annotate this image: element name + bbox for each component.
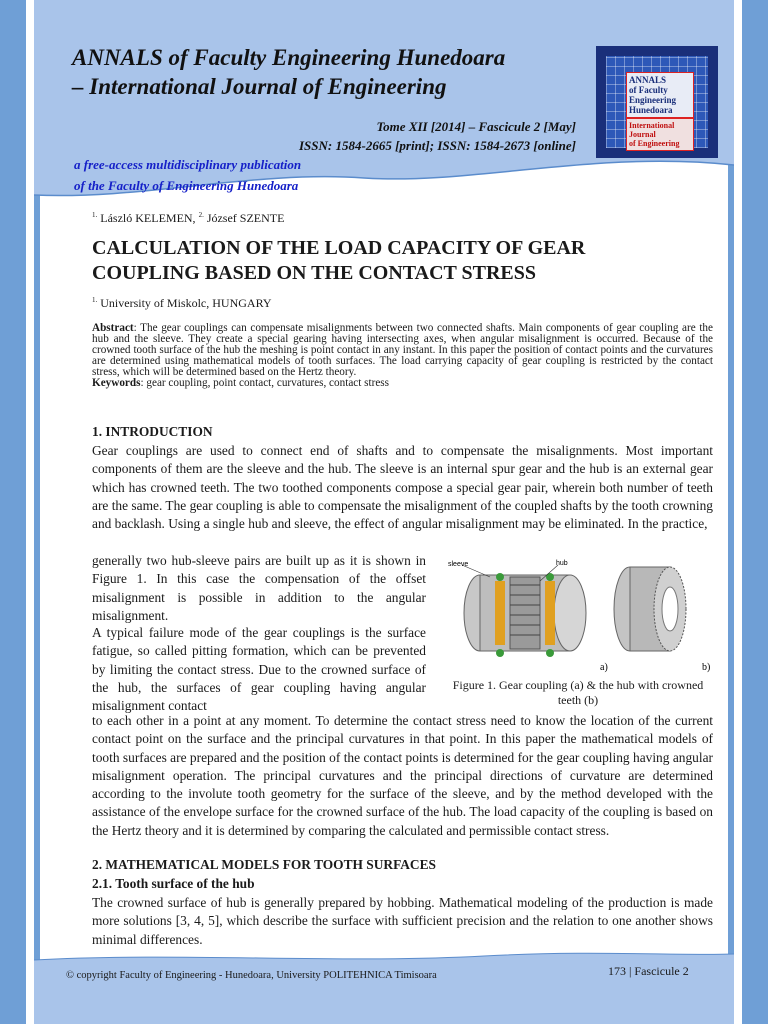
figure-caption: Figure 1. Gear coupling (a) & the hub with crowned teeth (b) — [452, 678, 704, 707]
subsection-heading-hub: 2.1. Tooth surface of the hub — [92, 876, 255, 891]
footer-background — [34, 950, 734, 1024]
journal-title-line2: – International Journal of Engineering — [72, 73, 447, 99]
intro-paragraph: Gear couplings are used to connect end of shafts and to compensate the misalignments. Most important components of them are the sleeve and the hub. The sleeve is an internal spur gear and the hub is an external gear which has crowned teeth. The two toothed components compose a special gear pair, wherein both number of teeth are the same. The gear coupling is able to compensate the misalignment of the coupled shafts by the tooth crowning and backlash. Using a single hub and sleeve, the effect of angular misalignment may be eliminated. In the practice, — [92, 443, 713, 532]
publication-line1: a free-access multidisciplinary publication — [74, 157, 302, 172]
left-border-bar — [0, 0, 26, 1024]
logo-line: Engineering — [629, 95, 677, 105]
right-border-bar — [742, 0, 768, 1024]
paper-title-line1: CALCULATION OF THE LOAD CAPACITY OF GEAR — [92, 237, 586, 259]
logo-title-box — [626, 72, 694, 118]
abstract-text: : The gear couplings can compensate misalignments between two connected shafts. Main components of gear coupling are the hub and the sleeve. They create a special gearing having intersecting axes, when angular misalignment is occurred. Because of the crowned tooth surface of the hub the meshing is point contact in any instant. In this paper the position of contact points and the curvatures are determined using mathematical models of tooth surfaces. The load carrying capacity of gear coupling is restricted by the contact stress, which will be determined based on the Hertz theory. — [92, 322, 713, 378]
intro-paragraph-figure-ref: generally two hub-sleeve pairs are built up as it is shown in Figure 1. In this case the compensation of the offset misalignment is possible in addition to the angular misalignment. — [92, 553, 426, 623]
publication-line2: of the Faculty of Engineering Hunedoara — [74, 178, 299, 193]
affil-sup: 1. — [92, 296, 98, 304]
journal-title — [72, 44, 505, 102]
affiliation — [92, 296, 272, 311]
section-heading-models: 2. MATHEMATICAL MODELS FOR TOOTH SURFACES — [92, 857, 436, 872]
logo-line: of Faculty — [629, 85, 668, 95]
intro-paragraph-continued: to each other in a point at any moment. To determine the contact stress need to know the location of the current contact point on the surface and the principal curvatures in that point. In this paper the mathematical models of tooth surfaces are prepared and the position of the contact points is determined for the gear coupling having angular misalignment operation. The principal curvatures and the principal directions of curvature are determined according to the involute tooth geometry for the surface of the sleeve, and by the method developed with the assistance of the envelope surface for the crowned surface of the hub. The load capacity of the coupling is based on the Hertz theory and it is determined by comparing the calculated and permissible contact stress. — [92, 713, 713, 838]
section-heading-introduction: 1. INTRODUCTION — [92, 424, 213, 439]
logo-line: ANNALS — [629, 75, 667, 85]
authors — [92, 211, 284, 226]
page-number: 173 — [608, 964, 626, 978]
crowned-hub-image — [614, 567, 686, 651]
affiliation-text: University of Miskolc, HUNGARY — [97, 296, 272, 310]
fascicule-label: Fascicule 2 — [634, 964, 689, 978]
author-2: József SZENTE — [203, 211, 285, 225]
copyright-notice: © copyright Faculty of Engineering - Hunedoara, University POLITEHNICA Timisoara — [66, 970, 437, 981]
abstract-label: Abstract — [92, 322, 134, 334]
label-a: a) — [600, 662, 608, 673]
issn-line: ISSN: 1584-2665 [print]; ISSN: 1584-2673 [online] — [299, 138, 576, 153]
page-footer: 173 | Fascicule 2 — [608, 964, 689, 978]
author-sup: 2. — [198, 211, 204, 219]
label-hub: hub — [556, 560, 568, 567]
label-b: b) — [702, 662, 711, 673]
coupling-assembly-image — [462, 565, 586, 657]
author-1: László KELEMEN, — [97, 211, 199, 225]
author-sup: 1. — [92, 211, 98, 219]
paper-title — [92, 236, 712, 286]
logo-subtitle-box — [626, 118, 694, 151]
right-gap — [734, 0, 742, 1024]
logo-line: International — [629, 121, 675, 130]
failure-mode-paragraph: A typical failure mode of the gear couplings is the surface fatigue, so called pitting formation, which can be prevented by limiting the contact stress. Due to the crowned surface of the hub, the surfaces of gear coupling having angular misalignment contact — [92, 625, 426, 714]
logo-line: Hunedoara — [629, 105, 673, 115]
logo-line: Journal — [629, 130, 656, 139]
keywords-label: Keywords — [92, 377, 141, 389]
left-gap — [26, 0, 34, 1024]
tome-fascicule: Tome XII [2014] – Fascicule 2 [May] — [376, 119, 576, 134]
abstract — [92, 323, 713, 389]
journal-title-line1: ANNALS of Faculty Engineering Hunedoara — [72, 45, 506, 70]
paper-title-line2: COUPLING BASED ON THE CONTACT STRESS — [92, 262, 537, 284]
keywords-text: : gear coupling, point contact, curvatures, contact stress — [140, 377, 390, 389]
hub-surface-paragraph: The crowned surface of hub is generally prepared by hobbing. Mathematical modeling of the production is made more solutions [3, 4, 5], which describe the surface with sufficient precision and the relation to one another shows minimal differences. — [92, 895, 713, 947]
logo-line: of Engineering — [629, 139, 680, 148]
label-sleeve: sleeve — [448, 561, 469, 568]
journal-logo — [596, 46, 718, 158]
